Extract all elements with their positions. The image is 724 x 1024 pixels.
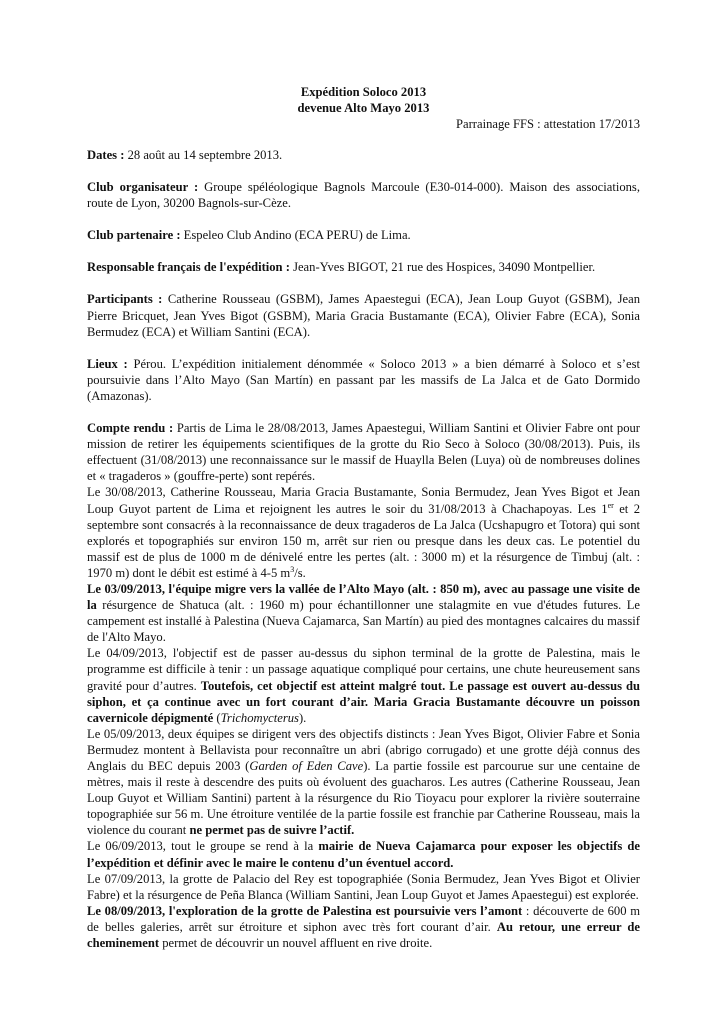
text-run: résurgence de Shatuca (alt. : 1960 m) pour échantillonner une stalagmite en vue d'études futures. Le campement est installé à Palestina (Nueva Cajamarca, San Martín) au pied des montagnes calcaires du massif de l'Alto Mayo.: [87, 598, 640, 645]
sponsorship-attestation: Parrainage FFS : attestation 17/2013: [456, 117, 640, 131]
text-run: ). La partie fossile est parcourue sur une centaine de mètres, mais il reste à descendre des puits où évoluent des guacharos. Les autres (Catherine Rousseau, Jean Loup Guyot et William Santini) partent à la résurgence du Rio Tioyacu pour explorer la rivière souterraine topographiée sur 56 m. Une étroiture ventilée de la partie fossile est franchie par Catherine Rousseau, mais la violence du courant: [87, 759, 640, 838]
paragraph-club-organisateur: [87, 179, 640, 211]
paragraph-04-09-2013: [87, 645, 640, 725]
bold-text: Compte rendu :: [87, 421, 174, 436]
bold-text: Le 08/09/2013, l'exploration de la grotte de Palestina est poursuivie vers l’amont: [87, 903, 523, 918]
text-run: 28 août au 14 septembre 2013.: [124, 148, 283, 162]
bold-text: Responsable français de l'expédition :: [87, 260, 290, 275]
text-run: et 2 septembre sont consacrés à la reconnaissance de deux tragaderos de La Jalca (Ucshapugro et Totora) qui sont explorés et topographiés sur environ 150 m, arrêt sur rien ou presque dans les deux cas. Le potentiel du massif est de plus de 1000 m de dénivelé entre les pertes (alt. : 3000 m) et la résurgence de Timbuj (alt. : 1970 m) dont le débit est estimé à 4-5 m: [87, 501, 641, 580]
text-run: : découverte de 600 m de belles galeries, arrêt sur étroiture et siphon avec très fort courant d’air.: [87, 903, 640, 934]
bold-text: Dates :: [87, 148, 125, 162]
text-run: Le 07/09/2013, la grotte de Palacio del Rey est topographiée (Sonia Bermudez, Jean Yves Bigot et Olivier Fabre) et la résurgence de Peña Blanca (William Santini, Jean Loup Guyot et James Apaestegui) est explorée.: [87, 871, 640, 902]
paragraph-03-09-2013: [87, 581, 640, 645]
superscript-text: 3: [290, 564, 295, 574]
paragraph-08-09-2013: [87, 903, 640, 951]
paragraph-07-09-2013: [87, 871, 640, 903]
text-run: /s.: [294, 565, 306, 580]
text-run: Le 04/09/2013, l'objectif est de passer au-dessus du siphon terminal de la grotte de Palestina, mais le programme est difficile à tenir : un passage aquatique compliqué pour certains, une chute heureusement sans gravité pour d’autres.: [87, 646, 640, 693]
text-run: Groupe spéléologique Bagnols Marcoule (E30-014-000). Maison des associations, route de Lyon, 30200 Bagnols-sur-Cèze.: [87, 180, 640, 211]
bold-text: Au retour, une erreur de cheminement: [87, 919, 640, 951]
paragraph-lieux: [87, 356, 640, 404]
text-run: ).: [298, 710, 307, 725]
bold-text: ne permet pas de suivre l’actif.: [189, 823, 355, 838]
paragraph-responsable: [87, 259, 640, 275]
text-run: Espeleo Club Andino (ECA PERU) de Lima.: [180, 228, 411, 243]
text-run: Jean-Yves BIGOT, 21 rue des Hospices, 34090 Montpellier.: [289, 260, 596, 275]
italic-text: Trichomycterus: [220, 710, 299, 725]
bold-text: Lieux :: [87, 356, 128, 371]
text-run: Catherine Rousseau (GSBM), James Apaestegui (ECA), Jean Loup Guyot (GSBM), Jean Pierre Bricquet, Jean Yves Bigot (GSBM), Maria Gracia Bustamante (ECA), Olivier Fabre (ECA), Sonia Bermudez (ECA) et William Santini (ECA).: [87, 292, 641, 339]
text-run: Le 05/09/2013, deux équipes se dirigent vers des objectifs distincts : Jean Yves Bigot, Olivier Fabre et Sonia Bermudez montent à Bellavista pour reconnaître un abri (abrigo corrugado) et une grotte déjà connus des Anglais du BEC depuis 2003 (: [87, 726, 640, 773]
info-sections: [87, 147, 640, 404]
bold-text: Club partenaire :: [87, 228, 181, 243]
bold-text: mairie de Nueva Cajamarca pour exposer les objectifs de l’expédition et définir avec le maire le contenu d’un éventuel accord.: [87, 839, 641, 870]
text-run: permet de découvrir un nouvel affluent en rive droite.: [159, 936, 433, 951]
superscript-text: er: [607, 500, 614, 510]
document-title-line-1: Expédition Soloco 2013: [300, 85, 427, 99]
bold-text: Participants :: [87, 292, 163, 307]
bold-text: Club organisateur :: [87, 180, 199, 195]
text-run: Le 06/09/2013, tout le groupe se rend à la: [87, 839, 319, 854]
paragraph-participants: [87, 291, 640, 339]
text-run: (: [213, 710, 221, 725]
paragraph-30-08-2013: [87, 484, 640, 581]
paragraph-club-partenaire: [87, 227, 640, 243]
paragraph-06-09-2013: [87, 838, 640, 870]
bold-text: Le 03/09/2013, l'équipe migre vers la vallée de l’Alto Mayo (alt. : 850 m), avec au passage une visite de la: [87, 581, 640, 613]
text-run: Pérou. L’expédition initialement dénommée « Soloco 2013 » a bien démarré à Soloco et s’est poursuivie dans l’Alto Mayo (San Martín) en passant par les massifs de La Jalca et de Gato Dormido (Amazonas).: [87, 356, 640, 403]
paragraph-dates: [87, 147, 640, 163]
report-section: [87, 420, 640, 951]
italic-text: Garden of Eden Cave: [249, 759, 364, 773]
bold-text: Toutefois, cet objectif est atteint malgré tout. Le passage est ouvert au-dessus du siphon, et ça continue avec un fort courant d’air. Maria Gracia Bustamante découvre un poisson cavernicole dépigmenté: [87, 678, 640, 725]
document-title-line-2: devenue Alto Mayo 2013: [297, 101, 430, 115]
paragraph-intro: [87, 420, 640, 484]
text-run: Le 30/08/2013, Catherine Rousseau, Maria Gracia Bustamante, Sonia Bermudez, Jean Yves Bigot et Jean Loup Guyot partent de Lima et rejoignent les autres le soir du 31/08/2013 à Chachapoyas. Les 1: [87, 485, 640, 516]
document-page: [87, 84, 640, 951]
text-run: Partis de Lima le 28/08/2013, James Apaestegui, William Santini et Olivier Fabre ont pour mission de retirer les équipements scientifiques de la grotte du Rio Seco à Soloco (30/08/2013). Puis, ils effectuent (31/08/2013) une reconnaissance sur le massif de Huaylla Belen (Luya) où de nombreuses dolines et « tragaderos » (gouffre-perte) sont repérés.: [87, 421, 640, 484]
paragraph-05-09-2013: [87, 726, 640, 839]
